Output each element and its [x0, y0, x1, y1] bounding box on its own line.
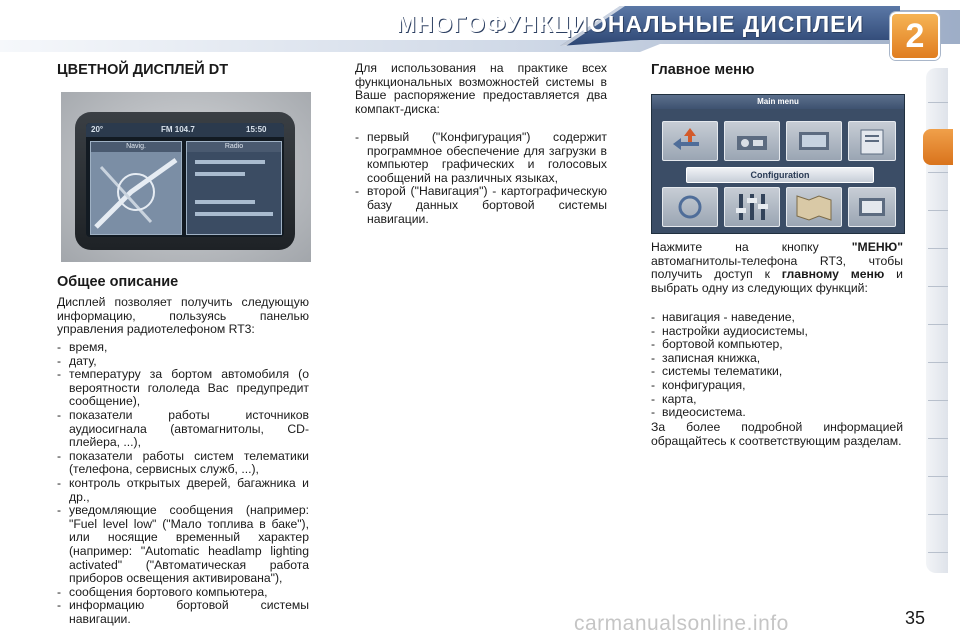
menu-outro: За более подробной информацией обращайтесь к соответствующим разделам.	[651, 420, 903, 448]
map-roads-icon	[91, 152, 181, 234]
menu-video-cell	[848, 187, 896, 227]
configuration-sliders-icon	[725, 188, 779, 226]
chapter-badge: 2	[890, 12, 940, 60]
menu-selected-item: Configuration	[686, 167, 874, 183]
list-item: - контроль открытых дверей, багажника и др.,	[57, 477, 309, 504]
navigation-arrows-icon	[663, 122, 717, 160]
radio-line	[195, 160, 265, 164]
directory-book-icon	[849, 122, 895, 160]
header-banner	[0, 0, 960, 56]
general-intro: Дисплей позволяет получить следующую информацию, пользуясь панелью управления радиотелефоном RT3:	[57, 295, 309, 337]
watermark: carmanualsonline.info	[574, 612, 789, 635]
telematics-icon	[663, 188, 717, 226]
video-screen-icon	[849, 188, 895, 226]
tab-divider	[928, 248, 948, 249]
menu-telematics-cell	[662, 187, 718, 227]
list-item: - навигация - наведение,	[651, 311, 903, 325]
radio-panel-label: Radio	[187, 142, 281, 152]
list-item: - записная книжка,	[651, 352, 903, 366]
display-screen	[86, 123, 284, 237]
radio-line	[195, 212, 273, 216]
list-item: - уведомляющие сообщения (например: "Fuel level low" ("Мало топлива в баке"), или носящие временный характер (например: "Automatic headlamp lighting activated" ("Автоматическая работа приборов освещения активирована"),	[57, 504, 309, 586]
tab-divider	[928, 514, 948, 515]
cd-intro: Для использования на практике всех функциональных возможностей системы в Ваше распоряжение предоставляется два компакт-диска:	[355, 61, 607, 116]
tab-divider	[928, 210, 948, 211]
display-temperature: 20°	[91, 125, 104, 134]
menu-intro	[651, 241, 903, 295]
list-item: - второй ("Навигация") - картографическую базу данных бортовой системы навигации.	[355, 185, 607, 226]
radio-line	[195, 172, 245, 176]
tab-divider	[928, 324, 948, 325]
tab-divider	[928, 552, 948, 553]
tab-divider	[928, 438, 948, 439]
list-item: - показатели работы систем телематики (телефона, сервисных служб, ...),	[57, 450, 309, 477]
menu-intro-text: Нажмите на кнопку	[651, 240, 852, 254]
list-item: - показатели работы источников аудиосигнала (автомагнитолы, CD-плейера, ...),	[57, 409, 309, 450]
menu-title-bar: Main menu	[652, 95, 904, 109]
list-item: - бортовой компьютер,	[651, 338, 903, 352]
trip-computer-icon	[787, 122, 841, 160]
list-item: - информацию бортовой системы навигации.	[57, 599, 309, 626]
chapter-tab-active[interactable]	[923, 129, 953, 165]
tab-divider	[928, 102, 948, 103]
display-clock: 15:50	[246, 125, 267, 134]
list-item: - карта,	[651, 393, 903, 407]
menu-computer-cell	[786, 121, 842, 161]
list-item: - время,	[57, 341, 309, 355]
main-menu-label: главному меню	[781, 267, 885, 282]
list-item: - сообщения бортового компьютера,	[57, 586, 309, 600]
audio-settings-icon	[725, 122, 779, 160]
menu-map-cell	[786, 187, 842, 227]
menu-audio-cell	[724, 121, 780, 161]
menu-intro-text: и выбрать одну из следующих функций:	[651, 267, 903, 295]
tab-divider	[928, 172, 948, 173]
display-info-list	[57, 341, 309, 626]
menu-intro-text: автомагнитолы-телефона RT3, чтобы получить доступ к	[651, 253, 903, 282]
list-item: - системы телематики,	[651, 365, 903, 379]
tab-divider	[928, 362, 948, 363]
display-photo	[61, 92, 311, 262]
menu-functions-list	[651, 311, 903, 420]
main-menu-screenshot	[651, 94, 905, 234]
list-item: - видеосистема.	[651, 406, 903, 420]
tab-divider	[928, 286, 948, 287]
menu-configuration-cell	[724, 187, 780, 227]
list-item: - первый ("Конфигурация") содержит программное обеспечение для загрузки в компьютер графических и голосовых сообщений на различных языках,	[355, 131, 607, 185]
section-heading-main-menu: Главное меню	[651, 62, 755, 78]
list-item: - настройки аудиосистемы,	[651, 325, 903, 339]
page-title: МНОГОФУНКЦИОНАЛЬНЫЕ ДИСПЛЕИ	[396, 11, 864, 37]
menu-navigation-cell	[662, 121, 718, 161]
cd-list	[355, 131, 607, 226]
map-panel-label: Navig.	[91, 142, 181, 152]
section-heading-color-display: ЦВЕТНОЙ ДИСПЛЕЙ DT	[57, 62, 229, 78]
tab-divider	[928, 400, 948, 401]
menu-directory-cell	[848, 121, 896, 161]
page-number: 35	[905, 608, 926, 628]
section-heading-general: Общее описание	[57, 274, 179, 290]
radio-line	[195, 200, 255, 204]
display-radio-frequency: FM 104.7	[161, 125, 195, 134]
tab-divider	[928, 476, 948, 477]
list-item: - конфигурация,	[651, 379, 903, 393]
display-status-bar	[86, 123, 284, 137]
list-item: - температуру за бортом автомобиля (о вероятности гололеда Вас предупредит сообщение),	[57, 368, 309, 409]
map-icon	[787, 188, 841, 226]
display-map-panel	[90, 141, 182, 235]
list-item: - дату,	[57, 355, 309, 369]
display-radio-panel	[186, 141, 282, 235]
menu-button-label: "МЕНЮ"	[851, 240, 903, 254]
